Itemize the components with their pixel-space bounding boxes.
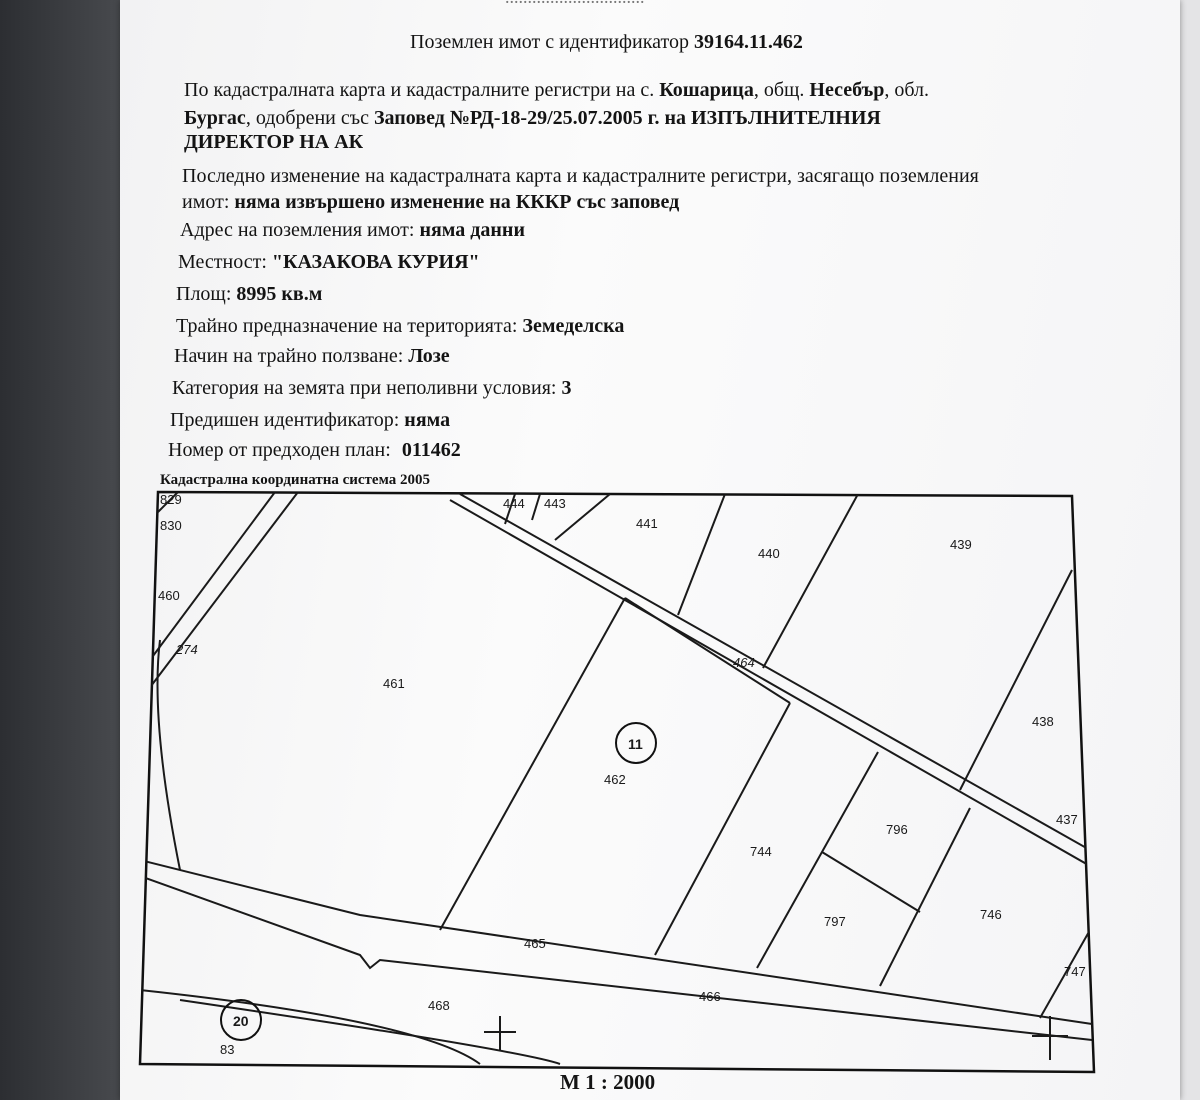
category-value: 3 <box>561 377 572 399</box>
boundary-line <box>960 570 1072 790</box>
boundary-line <box>440 598 625 930</box>
boundary-line <box>763 494 858 668</box>
parcel-label-797: 797 <box>824 914 846 929</box>
usage-value: Лозе <box>408 345 450 367</box>
parcel-label-466: 466 <box>699 989 721 1004</box>
parcel-identifier: 39164.11.462 <box>693 31 803 53</box>
coordinate-system-label: Кадастрална координатна система 2005 <box>160 472 430 488</box>
usage-label: Начин на трайно ползване: <box>174 345 404 367</box>
municipality-name: Несебър <box>809 79 885 101</box>
parcel-label-796: 796 <box>886 822 908 837</box>
text-fragment: , одобрени със <box>245 107 369 129</box>
prev-id-value: няма <box>404 409 451 431</box>
last-change-value: няма извършено изменение на КККР със заповед <box>234 191 680 213</box>
parcel-label-437: 437 <box>1056 812 1078 827</box>
last-change-label: Последно изменение на кадастралната карта и кадастралните регистри, засягащо поземления <box>182 165 979 187</box>
parcel-label-443: 443 <box>544 496 566 511</box>
parcel-label-444: 444 <box>503 496 525 511</box>
area-label: Площ: <box>176 283 232 305</box>
prev-plan-value: 011462 <box>401 439 461 461</box>
south-road-upper <box>140 860 1092 1024</box>
parcel-label-438: 438 <box>1032 714 1054 729</box>
parcel-label-747: 747 <box>1064 964 1086 979</box>
boundary-line <box>655 703 790 955</box>
parcel-label-11: 11 <box>628 736 643 752</box>
prev-plan-label: Номер от предходен план: <box>168 439 391 461</box>
parcel-label-20: 20 <box>233 1013 249 1029</box>
address-label: Адрес на поземления имот: <box>180 219 415 241</box>
prev-id-label: Предишен идентификатор: <box>170 409 400 431</box>
category-label: Категория на земята при неполивни условия: <box>172 377 557 399</box>
parcel-label-746: 746 <box>980 907 1002 922</box>
parcel-label-468: 468 <box>428 998 450 1013</box>
cadastral-line-3: ДИРЕКТОР НА АК <box>184 131 364 153</box>
address-value: няма данни <box>419 219 525 241</box>
parcel-label-464: 464 <box>733 655 755 670</box>
parcel-label-465: 465 <box>524 936 546 951</box>
parcel-label-440: 440 <box>758 546 780 561</box>
parcel-label-83: 83 <box>220 1042 235 1057</box>
parcel-label-462: 462 <box>604 772 626 787</box>
parcel-label-744: 744 <box>750 844 772 859</box>
map-scale: М 1 : 2000 <box>560 1070 656 1094</box>
region-name: Бургас <box>184 107 246 129</box>
parcel-label-830: 830 <box>160 518 182 533</box>
boundary-line <box>822 852 920 912</box>
boundary-line <box>532 494 540 520</box>
title-prefix: Поземлен имот с идентификатор <box>410 31 689 53</box>
parcel-label-439: 439 <box>950 537 972 552</box>
text-fragment: По кадастралната карта и кадастралните регистри на с. <box>184 79 655 101</box>
boundary-line <box>757 752 878 968</box>
parcel-label-441: 441 <box>636 516 658 531</box>
locality-value: "КАЗАКОВА КУРИЯ" <box>271 251 480 273</box>
locality-label: Местност: <box>178 251 267 273</box>
order-text: Заповед №РД-18-29/25.07.2005 г. на ИЗПЪЛНИТЕЛНИЯ <box>373 107 881 129</box>
purpose-label: Трайно предназначение на територията: <box>176 315 518 337</box>
area-value: 8995 кв.м <box>236 283 323 305</box>
parcel-label-461: 461 <box>383 676 405 691</box>
text-fragment: , общ. <box>753 79 805 101</box>
village-name: Кошарица <box>659 79 754 101</box>
boundary-line <box>625 598 790 703</box>
text-fragment: , обл. <box>884 79 930 101</box>
parcel-label-274: 274 <box>176 642 198 657</box>
boundary-line <box>678 494 725 615</box>
purpose-value: Земеделска <box>522 315 625 337</box>
parcel-label-829: 829 <box>160 492 182 507</box>
text-fragment: имот: <box>182 191 230 213</box>
parcel-label-460: 460 <box>158 588 180 603</box>
